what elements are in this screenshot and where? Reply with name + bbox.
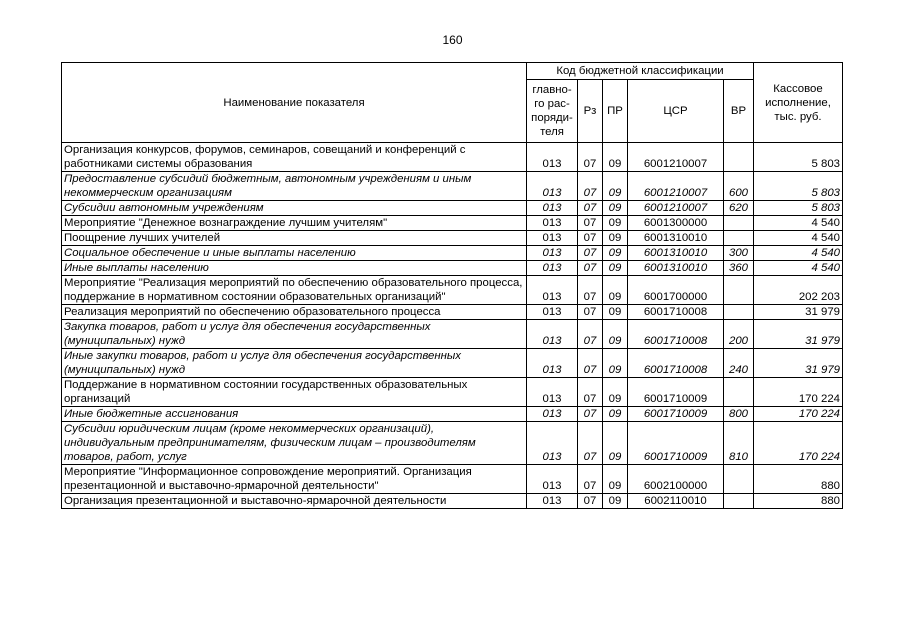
row-rz-cell: 07 — [578, 143, 603, 172]
row-pr-cell: 09 — [603, 494, 628, 509]
row-csr-cell: 6001710009 — [628, 378, 724, 407]
row-rz-cell: 07 — [578, 231, 603, 246]
row-amount-cell: 170 224 — [754, 422, 843, 465]
row-name-cell: Социальное обеспечение и иные выплаты населению — [62, 246, 527, 261]
header-code-group: Код бюджетной классификации — [527, 63, 754, 80]
row-rz-cell: 07 — [578, 172, 603, 201]
row-vr-cell — [724, 231, 754, 246]
header-rz: Рз — [578, 80, 603, 143]
table-row — [62, 378, 843, 407]
table-row — [62, 305, 843, 320]
row-csr-cell: 6001710008 — [628, 305, 724, 320]
row-vr-cell — [724, 216, 754, 231]
row-glav-cell: 013 — [527, 201, 578, 216]
row-name-cell: Мероприятие "Денежное вознаграждение лучшим учителям" — [62, 216, 527, 231]
row-vr-cell: 810 — [724, 422, 754, 465]
row-vr-cell: 800 — [724, 407, 754, 422]
table-row — [62, 246, 843, 261]
table-row — [62, 494, 843, 509]
table-row — [62, 231, 843, 246]
row-amount-cell: 4 540 — [754, 216, 843, 231]
row-pr-cell: 09 — [603, 349, 628, 378]
table-row — [62, 349, 843, 378]
row-pr-cell: 09 — [603, 143, 628, 172]
row-rz-cell: 07 — [578, 201, 603, 216]
header-glav: главно-го рас-поряди-теля — [527, 80, 578, 143]
row-rz-cell: 07 — [578, 465, 603, 494]
table-body — [62, 143, 843, 509]
header-pr: ПР — [603, 80, 628, 143]
row-rz-cell: 07 — [578, 246, 603, 261]
row-vr-cell: 620 — [724, 201, 754, 216]
row-amount-cell: 5 803 — [754, 172, 843, 201]
row-vr-cell: 300 — [724, 246, 754, 261]
row-csr-cell: 6001300000 — [628, 216, 724, 231]
row-name-cell: Организация презентационной и выставочно-ярмарочной деятельности — [62, 494, 527, 509]
row-csr-cell: 6001210007 — [628, 143, 724, 172]
header-name: Наименование показателя — [62, 63, 527, 143]
row-vr-cell: 360 — [724, 261, 754, 276]
row-glav-cell: 013 — [527, 422, 578, 465]
row-pr-cell: 09 — [603, 305, 628, 320]
row-pr-cell: 09 — [603, 231, 628, 246]
row-glav-cell: 013 — [527, 378, 578, 407]
row-glav-cell: 013 — [527, 246, 578, 261]
row-rz-cell: 07 — [578, 378, 603, 407]
header-vr: ВР — [724, 80, 754, 143]
row-pr-cell: 09 — [603, 407, 628, 422]
row-csr-cell: 6002100000 — [628, 465, 724, 494]
row-csr-cell: 6001710008 — [628, 349, 724, 378]
row-name-cell: Субсидии юридическим лицам (кроме некоммерческих организаций), индивидуальным предпринимателям, физическим лицам – производителям товаров, работ, услуг — [62, 422, 527, 465]
row-pr-cell: 09 — [603, 422, 628, 465]
table-row — [62, 143, 843, 172]
row-name-cell: Иные выплаты населению — [62, 261, 527, 276]
row-pr-cell: 09 — [603, 276, 628, 305]
row-vr-cell — [724, 494, 754, 509]
header-amount: Кассовое исполнение, тыс. руб. — [754, 63, 843, 143]
row-name-cell: Мероприятие "Информационное сопровождение мероприятий. Организация презентационной и выставочно-ярмарочной деятельности" — [62, 465, 527, 494]
row-amount-cell: 4 540 — [754, 231, 843, 246]
row-vr-cell: 240 — [724, 349, 754, 378]
row-vr-cell — [724, 378, 754, 407]
row-rz-cell: 07 — [578, 305, 603, 320]
row-glav-cell: 013 — [527, 407, 578, 422]
row-pr-cell: 09 — [603, 261, 628, 276]
page-number: 160 — [442, 33, 463, 47]
row-csr-cell: 6001310010 — [628, 261, 724, 276]
row-name-cell: Предоставление субсидий бюджетным, автономным учреждениям и иным некоммерческим организациям — [62, 172, 527, 201]
row-csr-cell: 6001310010 — [628, 231, 724, 246]
row-glav-cell: 013 — [527, 305, 578, 320]
row-rz-cell: 07 — [578, 276, 603, 305]
row-name-cell: Мероприятие "Реализация мероприятий по обеспечению образовательного процесса, поддержание в нормативном состоянии образовательных организаций" — [62, 276, 527, 305]
row-glav-cell: 013 — [527, 465, 578, 494]
row-amount-cell: 31 979 — [754, 349, 843, 378]
table-row — [62, 201, 843, 216]
row-name-cell: Поощрение лучших учителей — [62, 231, 527, 246]
row-name-cell: Организация конкурсов, форумов, семинаров, совещаний и конференций с работниками системы образования — [62, 143, 527, 172]
row-glav-cell: 013 — [527, 349, 578, 378]
row-pr-cell: 09 — [603, 172, 628, 201]
row-vr-cell — [724, 143, 754, 172]
row-csr-cell: 6001310010 — [628, 246, 724, 261]
row-amount-cell: 880 — [754, 465, 843, 494]
row-glav-cell: 013 — [527, 276, 578, 305]
table-row — [62, 172, 843, 201]
header-csr: ЦСР — [628, 80, 724, 143]
table-row — [62, 276, 843, 305]
row-rz-cell: 07 — [578, 261, 603, 276]
row-csr-cell: 6001210007 — [628, 172, 724, 201]
table-row — [62, 261, 843, 276]
row-glav-cell: 013 — [527, 494, 578, 509]
row-vr-cell — [724, 465, 754, 494]
row-glav-cell: 013 — [527, 216, 578, 231]
row-amount-cell: 170 224 — [754, 407, 843, 422]
row-glav-cell: 013 — [527, 320, 578, 349]
row-csr-cell: 6001700000 — [628, 276, 724, 305]
row-rz-cell: 07 — [578, 216, 603, 231]
row-vr-cell: 600 — [724, 172, 754, 201]
row-csr-cell: 6001710009 — [628, 407, 724, 422]
row-pr-cell: 09 — [603, 246, 628, 261]
row-pr-cell: 09 — [603, 201, 628, 216]
row-rz-cell: 07 — [578, 349, 603, 378]
row-csr-cell: 6001210007 — [628, 201, 724, 216]
row-amount-cell: 31 979 — [754, 305, 843, 320]
row-vr-cell — [724, 305, 754, 320]
row-vr-cell: 200 — [724, 320, 754, 349]
row-rz-cell: 07 — [578, 494, 603, 509]
row-amount-cell: 4 540 — [754, 261, 843, 276]
row-glav-cell: 013 — [527, 231, 578, 246]
row-glav-cell: 013 — [527, 172, 578, 201]
row-rz-cell: 07 — [578, 407, 603, 422]
row-csr-cell: 6001710009 — [628, 422, 724, 465]
row-name-cell: Субсидии автономным учреждениям — [62, 201, 527, 216]
row-vr-cell — [724, 276, 754, 305]
row-glav-cell: 013 — [527, 261, 578, 276]
table-row — [62, 216, 843, 231]
row-name-cell: Поддержание в нормативном состоянии государственных образовательных организаций — [62, 378, 527, 407]
row-amount-cell: 5 803 — [754, 201, 843, 216]
row-rz-cell: 07 — [578, 320, 603, 349]
row-name-cell: Иные бюджетные ассигнования — [62, 407, 527, 422]
row-glav-cell: 013 — [527, 143, 578, 172]
row-amount-cell: 5 803 — [754, 143, 843, 172]
row-pr-cell: 09 — [603, 320, 628, 349]
row-amount-cell: 202 203 — [754, 276, 843, 305]
row-pr-cell: 09 — [603, 216, 628, 231]
row-amount-cell: 4 540 — [754, 246, 843, 261]
table-row — [62, 407, 843, 422]
row-name-cell: Реализация мероприятий по обеспечению образовательного процесса — [62, 305, 527, 320]
row-pr-cell: 09 — [603, 465, 628, 494]
row-pr-cell: 09 — [603, 378, 628, 407]
budget-table — [61, 62, 843, 509]
table-row — [62, 465, 843, 494]
table-row — [62, 422, 843, 465]
row-amount-cell: 31 979 — [754, 320, 843, 349]
row-csr-cell: 6001710008 — [628, 320, 724, 349]
row-csr-cell: 6002110010 — [628, 494, 724, 509]
row-amount-cell: 170 224 — [754, 378, 843, 407]
row-amount-cell: 880 — [754, 494, 843, 509]
row-name-cell: Закупка товаров, работ и услуг для обеспечения государственных (муниципальных) нужд — [62, 320, 527, 349]
row-name-cell: Иные закупки товаров, работ и услуг для обеспечения государственных (муниципальных) нужд — [62, 349, 527, 378]
table-row — [62, 320, 843, 349]
row-rz-cell: 07 — [578, 422, 603, 465]
